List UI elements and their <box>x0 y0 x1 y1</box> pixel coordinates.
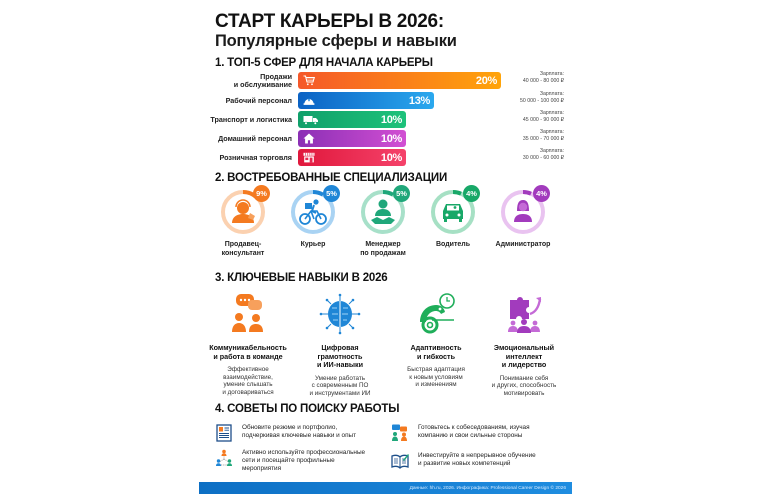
sphere-label: Транспорт и логистика <box>210 114 292 124</box>
footer-credit: Данные: hh.ru, 2026. Инфографика: Professional Career Design © 2026 <box>409 485 566 491</box>
skill-title: Эмоциональный интеллект и лидерство <box>493 343 555 369</box>
sphere-row <box>199 130 572 147</box>
specialization-label: Водитель <box>435 241 471 248</box>
storefront-icon <box>303 152 315 164</box>
ai-brain-icon <box>318 292 362 336</box>
sphere-bar <box>298 149 406 166</box>
tip-text: Готовьтесь к собеседованиям, изучая компанию и свои сильные стороны <box>418 424 530 439</box>
sphere-row <box>199 72 572 89</box>
section-heading-specializations: 2. ВОСТРЕБОВАННЫЕ СПЕЦИАЛИЗАЦИИ <box>215 172 448 184</box>
tip-text: Инвестируйте в непрерывное обучение и развитие новых компетенций <box>418 452 536 467</box>
specialization-item <box>281 189 345 250</box>
tip-item <box>215 449 365 472</box>
hard-hat-icon <box>303 95 315 107</box>
interview-chat-icon <box>391 424 409 442</box>
skill-description: Эффективное взаимодействие, умение слышать и договариваться <box>222 366 274 396</box>
puzzle-leadership-icon <box>502 292 546 336</box>
specialization-item <box>211 189 275 258</box>
sphere-label: Розничная торговля <box>219 152 292 162</box>
specialization-label: Менеджер по продажам <box>360 241 406 257</box>
skill-title: Цифровая грамотность и ИИ-навыки <box>316 343 364 369</box>
footer-bar <box>199 482 572 494</box>
tip-text: Обновите резюме и портфолио, подчеркивая ключевые навыки и опыт <box>242 424 357 439</box>
specialization-item <box>351 189 415 258</box>
specialization-label: Продавец- консультант <box>221 241 265 257</box>
house-icon <box>303 133 315 145</box>
specialization-label: Администратор <box>495 241 551 248</box>
percent-badge: 5% <box>323 185 340 202</box>
tip-item <box>391 452 536 470</box>
sphere-percent: 13% <box>408 94 430 107</box>
communication-team-icon <box>226 292 270 336</box>
sphere-row <box>199 111 572 128</box>
sphere-row <box>199 149 572 166</box>
sphere-percent: 10% <box>380 113 402 126</box>
specialization-item <box>421 189 485 250</box>
sphere-bar <box>298 72 501 89</box>
sphere-bar <box>298 92 434 109</box>
percent-badge: 5% <box>393 185 410 202</box>
tip-text: Активно используйте профессиональные сети и посещайте профильные мероприятия <box>242 449 366 472</box>
percent-badge: 4% <box>533 185 550 202</box>
percent-badge: 4% <box>463 185 480 202</box>
shopping-cart-icon <box>303 75 315 87</box>
skill-item <box>479 292 569 397</box>
skill-title: Адаптивность и гибкость <box>410 343 462 361</box>
skill-item <box>295 292 385 397</box>
percent-badge: 9% <box>253 185 270 202</box>
sphere-label: Домашний персонал <box>218 133 292 143</box>
salary-range: Зарплата: 40 000 - 80 000 ₽ <box>522 71 564 84</box>
page-subtitle: Популярные сферы и навыки <box>215 32 457 50</box>
sphere-label: Продажи и обслуживание <box>233 71 292 89</box>
resume-document-icon <box>215 424 233 442</box>
sphere-percent: 10% <box>380 132 402 145</box>
tip-item <box>391 424 530 442</box>
page-title: СТАРТ КАРЬЕРЫ В 2026: <box>215 11 444 32</box>
sphere-label: Рабочий персонал <box>225 95 292 105</box>
sphere-percent: 20% <box>475 74 497 87</box>
chameleon-clock-icon <box>414 292 458 336</box>
sphere-bar <box>298 111 406 128</box>
specialization-label: Курьер <box>300 241 326 248</box>
infographic <box>199 0 572 494</box>
skill-description: Быстрая адаптация к новым условиям и изменениям <box>407 366 465 389</box>
section-heading-top-spheres: 1. ТОП-5 СФЕР ДЛЯ НАЧАЛА КАРЬЕРЫ <box>215 57 433 69</box>
salary-range: Зарплата: 45 000 - 90 000 ₽ <box>522 110 564 123</box>
salary-range: Зарплата: 35 000 - 70 000 ₽ <box>522 129 564 142</box>
sphere-row <box>199 92 572 109</box>
section-heading-job-search-tips: 4. СОВЕТЫ ПО ПОИСКУ РАБОТЫ <box>215 403 400 415</box>
skill-description: Понимание себя и других, способность мотивировать <box>491 374 557 397</box>
salary-range: Зарплата: 50 000 - 100 000 ₽ <box>520 91 564 104</box>
delivery-truck-icon <box>303 114 319 126</box>
section-heading-key-skills: 3. КЛЮЧЕВЫЕ НАВЫКИ В 2026 <box>215 272 388 284</box>
networking-people-icon <box>215 449 233 467</box>
specialization-item <box>491 189 555 250</box>
tip-item <box>215 424 356 442</box>
open-book-pen-icon <box>391 452 409 470</box>
salary-range: Зарплата: 30 000 - 60 000 ₽ <box>522 148 564 161</box>
skill-item <box>203 292 293 396</box>
sphere-bar <box>298 130 406 147</box>
sphere-percent: 10% <box>380 151 402 164</box>
skill-description: Умение работать с современным ПО и инструментами ИИ <box>309 374 371 397</box>
skill-title: Коммуникабельность и работа в команде <box>209 343 287 361</box>
skill-item <box>391 292 481 389</box>
